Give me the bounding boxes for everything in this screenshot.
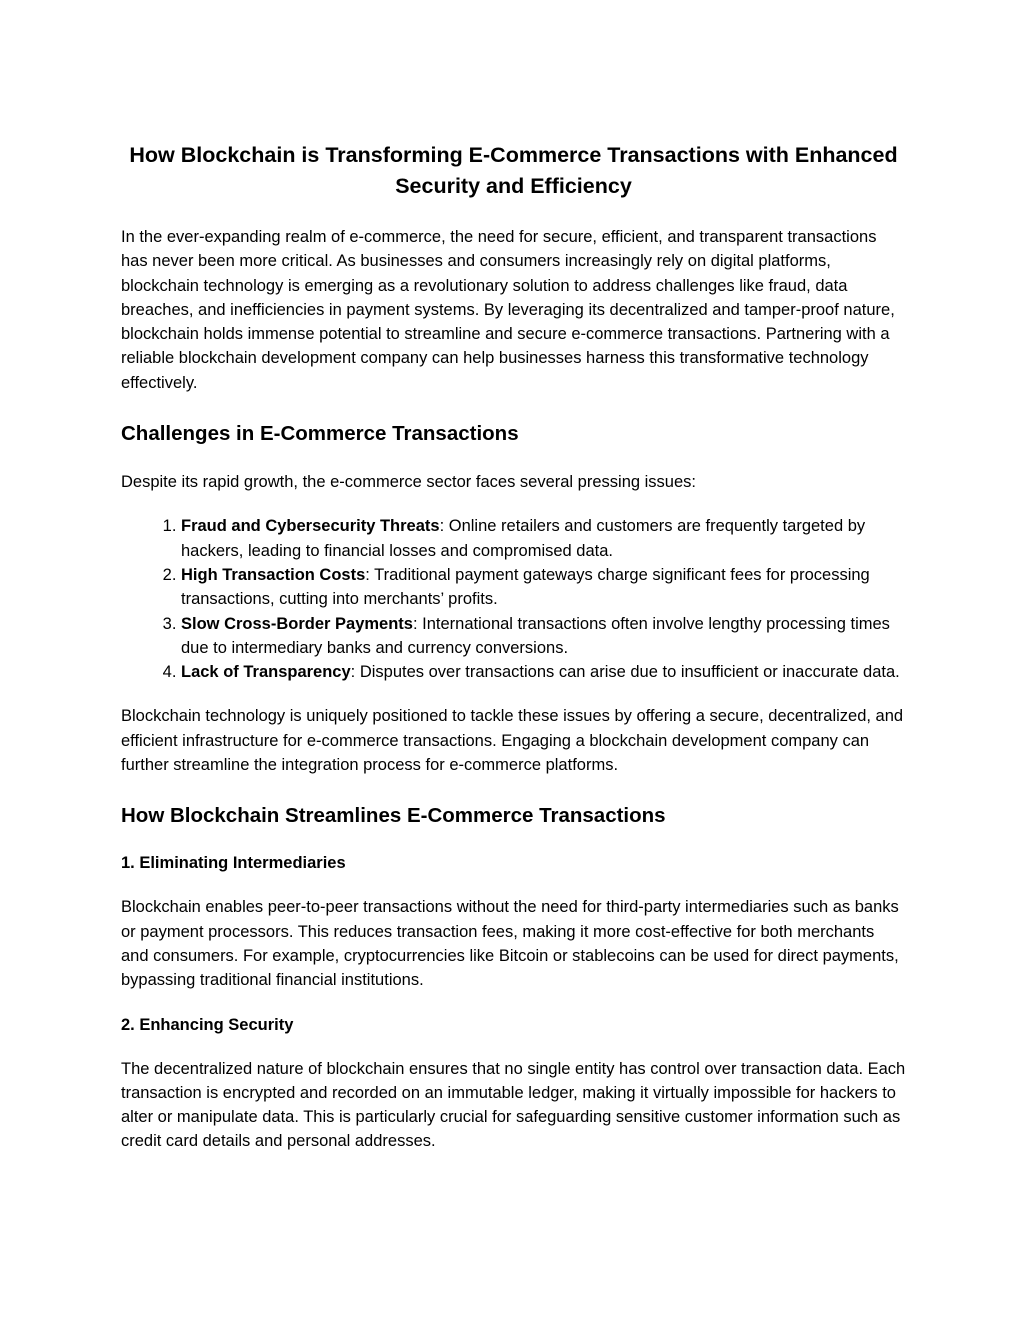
list-item-text: : Traditional payment gateways charge significant fees for processing transactions, cutting into merchants’ profits. xyxy=(181,565,870,609)
section-body-enhancing-security: The decentralized nature of blockchain ensures that no single entity has control over transaction data. Each transaction is encrypted and recorded on an immutable ledger, making it virtually impossible for hackers to alter or manipulate data. This is particularly crucial for safeguarding sensitive customer information such as credit card details and personal addresses. xyxy=(121,1059,906,1151)
challenges-lead-paragraph: Despite its rapid growth, the e-commerce sector faces several pressing issues: xyxy=(121,473,696,492)
section-heading-enhancing-security: 2. Enhancing Security xyxy=(121,1015,294,1034)
list-item-term: Fraud and Cybersecurity Threats xyxy=(181,517,440,536)
section-heading-eliminating-intermediaries: 1. Eliminating Intermediaries xyxy=(121,854,346,873)
challenges-list xyxy=(121,514,906,684)
challenges-conclusion-paragraph: Blockchain technology is uniquely positioned to tackle these issues by offering a secure, decentralized, and efficient infrastructure for e-commerce transactions. Engaging a blockchain development company can further streamline the integration process for e-commerce platforms. xyxy=(121,707,904,775)
challenges-heading: Challenges in E-Commerce Transactions xyxy=(121,422,519,446)
list-item-text: : Disputes over transactions can arise due to insufficient or inaccurate data. xyxy=(350,663,900,682)
list-item xyxy=(181,612,906,661)
streamlines-heading: How Blockchain Streamlines E-Commerce Transactions xyxy=(121,804,666,828)
section-body-eliminating-intermediaries: Blockchain enables peer-to-peer transactions without the need for third-party intermediaries such as banks or payment processors. This reduces transaction fees, making it more cost-effective for both merchants and consumers. For example, cryptocurrencies like Bitcoin or stablecoins can be used for direct payments, bypassing traditional financial institutions. xyxy=(121,898,899,990)
list-item-text: : International transactions often involve lengthy processing times due to intermediary banks and currency conversions. xyxy=(181,614,890,657)
document-page xyxy=(121,140,906,1154)
list-item xyxy=(181,660,906,684)
document-title: How Blockchain is Transforming E-Commerce Transactions with Enhanced Security and Efficiency xyxy=(129,143,898,198)
list-item-term: High Transaction Costs xyxy=(181,565,366,584)
list-item-term: Lack of Transparency xyxy=(181,663,351,682)
list-item-term: Slow Cross-Border Payments xyxy=(181,614,413,633)
list-item-text: : Online retailers and customers are frequently targeted by hackers, leading to financial losses and compromised data. xyxy=(181,517,866,560)
list-item xyxy=(181,514,906,563)
intro-paragraph: In the ever-expanding realm of e-commerce, the need for secure, efficient, and transparent transactions has never been more critical. As businesses and consumers increasingly rely on digital platforms, blockchain technology is emerging as a revolutionary solution to address challenges like fraud, data breaches, and inefficiencies in payment systems. By leveraging its decentralized and tamper-proof nature, blockchain holds immense potential to streamline and secure e-commerce transactions. Partnering with a reliable blockchain development company can help businesses harness this transformative technology effectively. xyxy=(121,228,895,392)
list-item xyxy=(181,563,906,612)
